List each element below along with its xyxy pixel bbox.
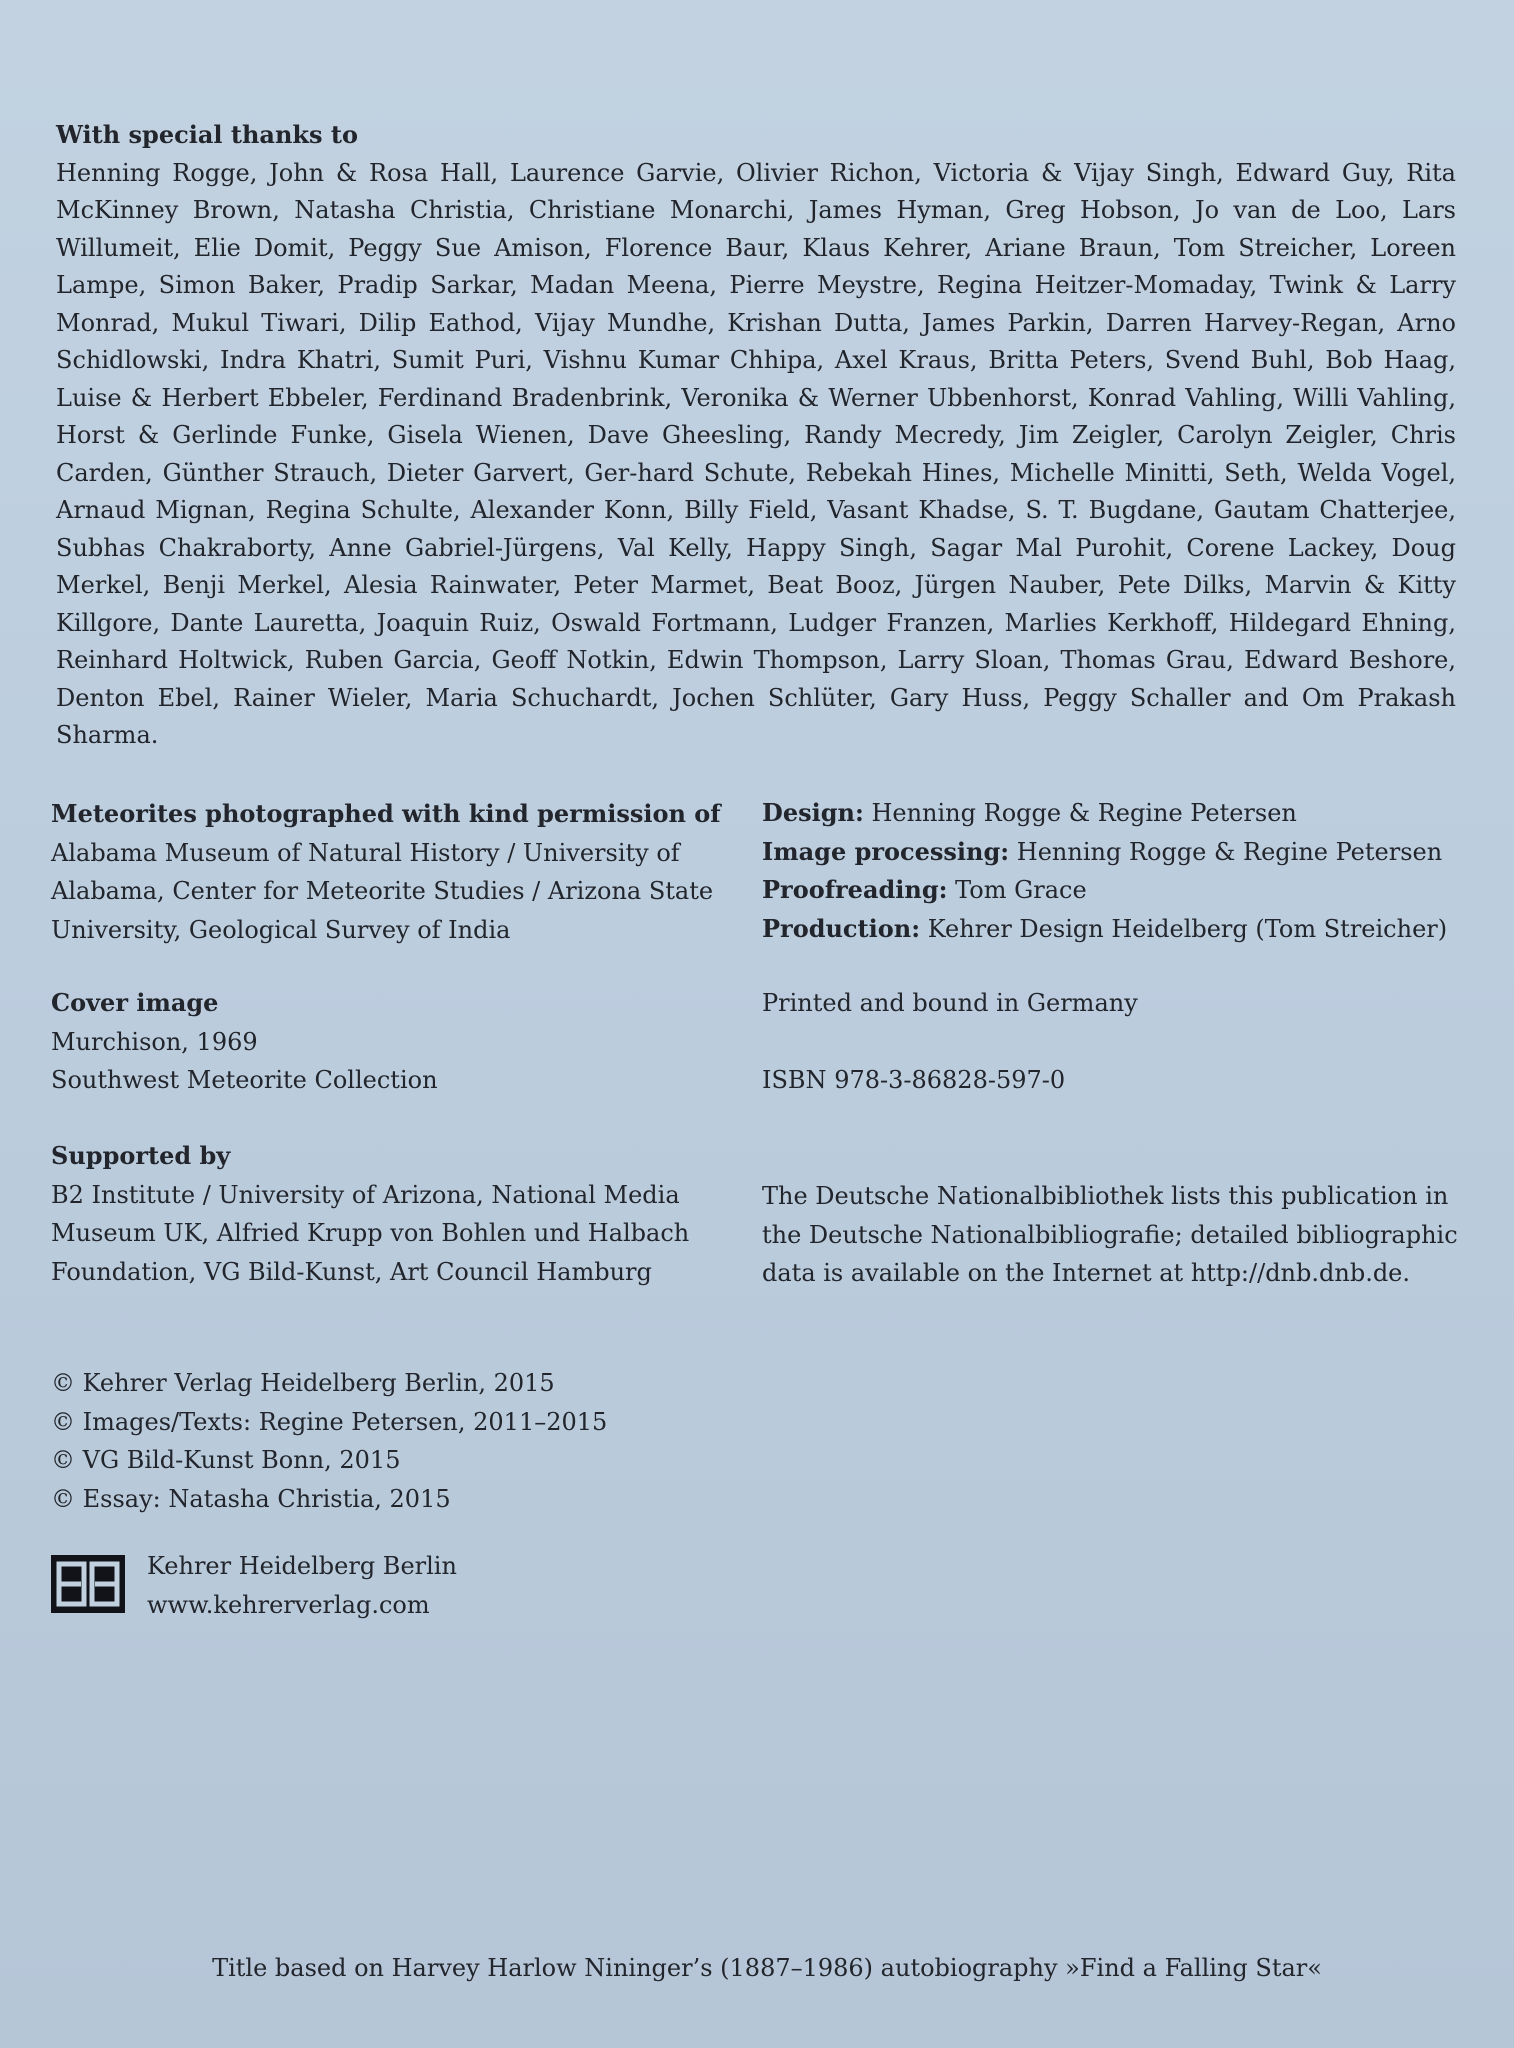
copyright-line: © VG Bild-Kunst Bonn, 2015 [51, 1446, 401, 1474]
printed-in-note: Printed and bound in Germany [762, 989, 1138, 1017]
credit-production [762, 910, 1462, 949]
permission-heading: Meteorites photographed with kind permission of [51, 799, 721, 828]
cover-image-heading: Cover image [51, 988, 219, 1017]
credit-label: Design: [762, 798, 864, 827]
credit-label: Proofreading: [762, 875, 948, 904]
credit-label: Image processing: [762, 836, 1010, 866]
isbn: ISBN 978-3-86828-597-0 [762, 1066, 1066, 1094]
cover-image-line: Southwest Meteorite Collection [51, 1066, 438, 1094]
dnb-line: the Deutsche Nationalbibliografie; detailed bibliographic [762, 1220, 1458, 1249]
permission-line: Alabama Museum of Natural History / University of [51, 838, 680, 867]
dnb-notice [762, 1177, 1462, 1293]
credit-label: Production: [762, 913, 921, 943]
copyright-section [51, 1364, 711, 1518]
dnb-line: The Deutsche Nationalbibliothek lists this publication in [762, 1182, 1449, 1210]
permission-line: University, Geological Survey of India [51, 915, 511, 944]
credit-value: Kehrer Design Heidelberg (Tom Streicher) [927, 914, 1448, 943]
permission-section [51, 795, 721, 949]
title-footnote-text: Title based on Harvey Harlow Nininger’s (1887–1986) autobiography »Find a Falling Star« [212, 1954, 1322, 1982]
supported-by-heading: Supported by [51, 1141, 231, 1170]
title-footnote [0, 1954, 1514, 1982]
special-thanks-names: Henning Rogge, John & Rosa Hall, Laurence Garvie, Olivier Richon, Victoria & Vijay Singh, Edward Guy, Rita McKinney Brown, Natasha Christia, Christiane Monarchi, James Hyman, Greg Hobson, Jo van de Loo, Lars Willumeit, Elie Domit, Peggy Sue Amison, Florence Baur, Klaus Kehrer, Ariane Braun, Tom Streicher, Loreen Lampe, Simon Baker, Pradip Sarkar, Madan Meena, Pierre Meystre, Regina Heitzer-Momaday, Twink & Larry Monrad, Mukul Tiwari, Dilip Eathod, Vijay Mundhe, Krishan Dutta, James Parkin, Darren Harvey-Regan, Arno Schidlowski, Indra Khatri, Sumit Puri, Vishnu Kumar Chhipa, Axel Kraus, Britta Peters, Svend Buhl, Bob Haag, Luise & Herbert Ebbeler, Ferdinand Bradenbrink, Veronika & Werner Ubbenhorst, Konrad Vahling, Willi Vahling, Horst & Gerlinde Funke, Gisela Wienen, Dave Gheesling, Randy Mecredy, Jim Zeigler, Carolyn Zeigler, Chris Carden, Günther Strauch, Dieter Garvert, Ger-hard Schute, Rebekah Hines, Michelle Minitti, Seth, Welda Vogel, Arnaud Mignan, Regina Schulte, Alexander Konn, Billy Field, Vasant Khadse, S. T. Bugdane, Gautam Chatterjee, Subhas Chakraborty, Anne Gabriel-Jürgens, Val Kelly, Happy Singh, Sagar Mal Purohit, Corene Lackey, Doug Merkel, Benji Merkel, Alesia Rainwater, Peter Marmet, Beat Booz, Jürgen Nauber, Pete Dilks, Marvin & Kitty Killgore, Dante Lauretta, Joaquin Ruiz, Oswald Fortmann, Ludger Franzen, Marlies Kerkhoff, Hildegard Ehning, Reinhard Holtwick, Ruben Garcia, Geoff Notkin, Edwin Thompson, Larry Sloan, Thomas Grau, Edward Beshore, Denton Ebel, Rainer Wieler, Maria Schuchardt, Jochen Schlüter, Gary Huss, Peggy Schaller and Om Prakash Sharma. [56, 158, 1456, 749]
credit-image-processing [762, 833, 1462, 872]
credit-value: Henning Rogge & Regine Petersen [871, 799, 1297, 827]
publisher-name: Kehrer Heidelberg Berlin [147, 1552, 457, 1580]
credit-value: Tom Grace [955, 876, 1087, 904]
supported-by-line: Foundation, VG Bild-Kunst, Art Council Hamburg [51, 1257, 652, 1286]
supported-by-section [51, 1137, 711, 1291]
cover-image-section [51, 984, 711, 1100]
copyright-line: © Essay: Natasha Christia, 2015 [51, 1484, 451, 1513]
permission-line: Alabama, Center for Meteorite Studies / Arizona State [51, 877, 714, 905]
supported-by-line: Museum UK, Alfried Krupp von Bohlen und Halbach [51, 1219, 690, 1247]
credit-design [762, 794, 1462, 833]
cover-image-line: Murchison, 1969 [51, 1027, 258, 1056]
special-thanks-heading: With special thanks to [56, 120, 358, 149]
credits-section [762, 794, 1462, 948]
special-thanks-section [56, 116, 1456, 755]
copyright-line: © Kehrer Verlag Heidelberg Berlin, 2015 [51, 1369, 555, 1397]
credit-proofreading [762, 871, 1462, 910]
supported-by-line: B2 Institute / University of Arizona, National Media [51, 1180, 680, 1209]
dnb-line: data is available on the Internet at http://dnb.dnb.de. [762, 1259, 1411, 1287]
copyright-line: © Images/Texts: Regine Petersen, 2011–2015 [51, 1407, 608, 1436]
kehrer-logo-icon [51, 1555, 125, 1613]
credit-value: Henning Rogge & Regine Petersen [1016, 837, 1443, 866]
publisher-url: www.kehrerverlag.com [147, 1590, 430, 1619]
